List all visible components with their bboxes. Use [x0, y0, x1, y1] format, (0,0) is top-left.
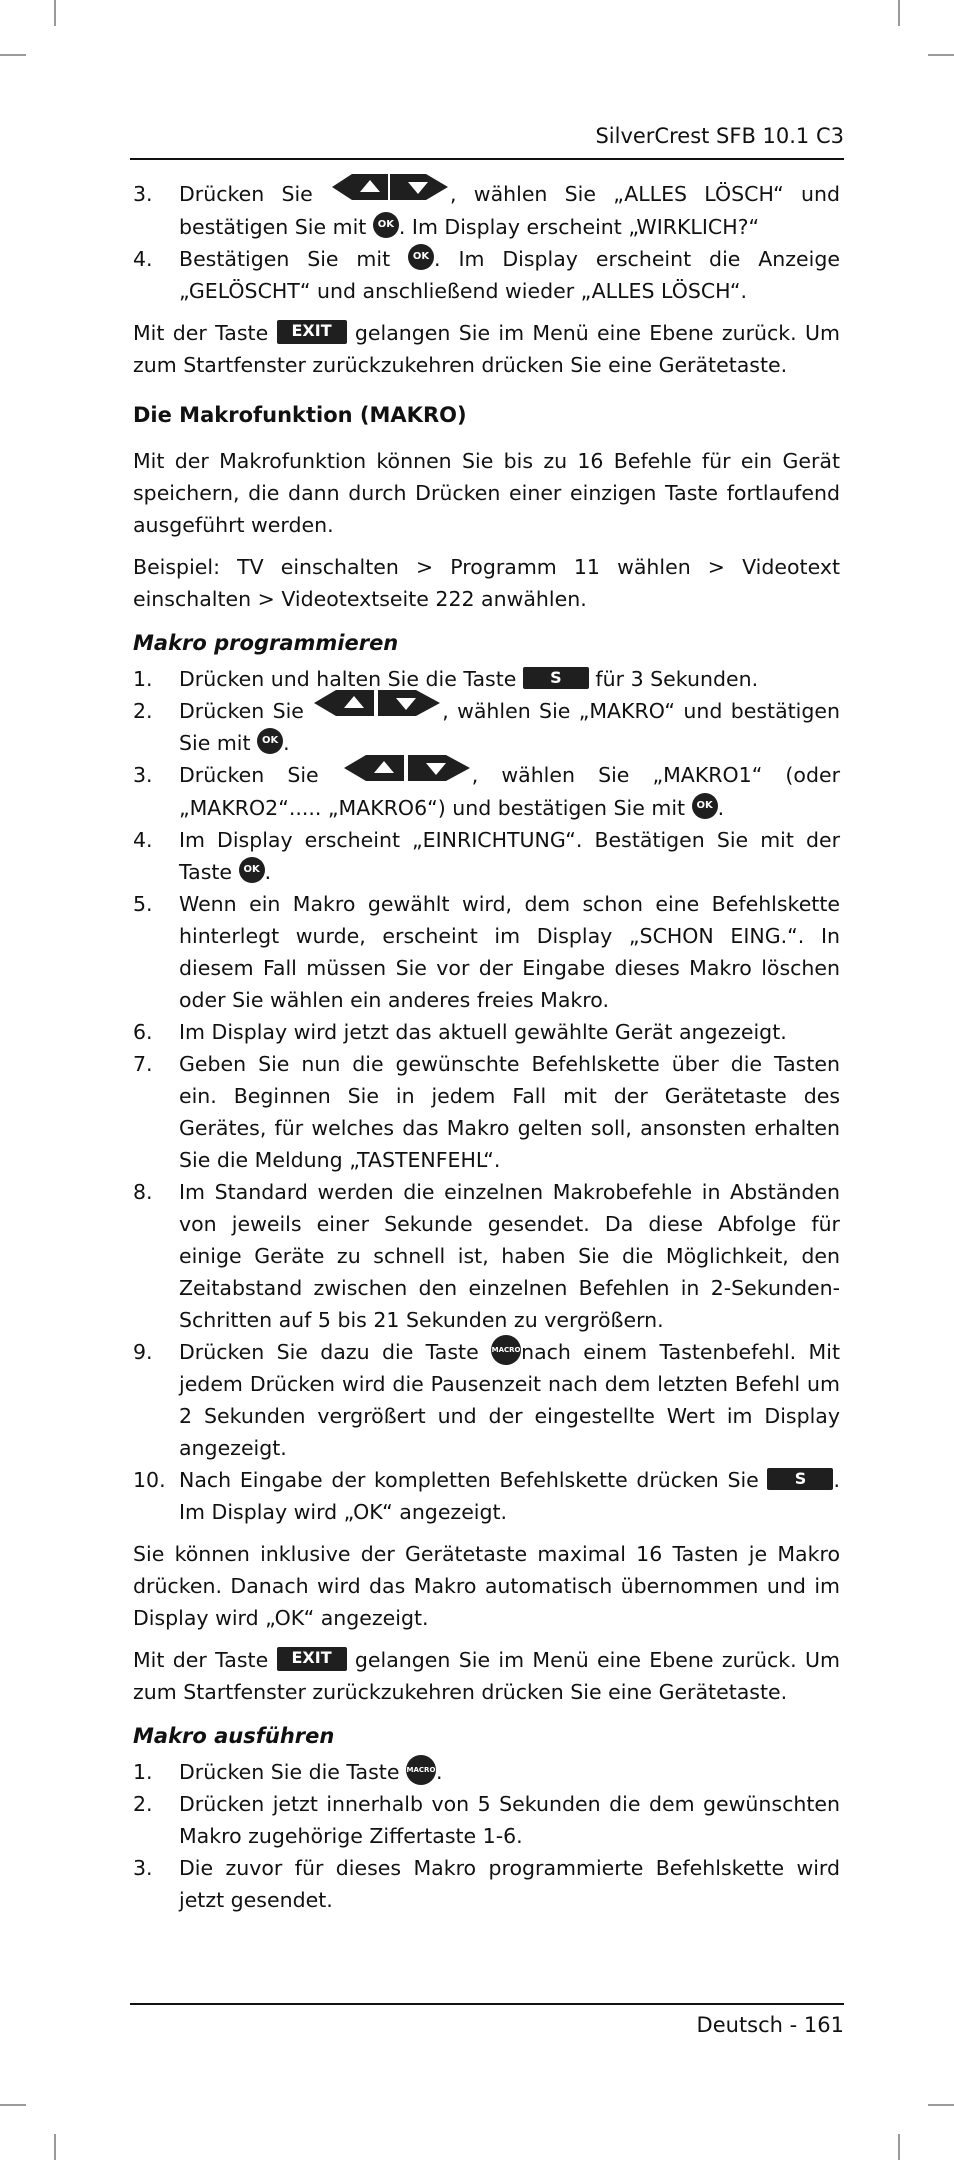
macro-limit-paragraph: Sie können inklusive der Gerätetaste maximal 16 Tasten je Makro drücken. Danach wird das Makro automatisch übernommen und im Display wird „OK“ angezeigt. [133, 1541, 840, 1630]
list-item: 3. Drücken Sie , wählen Sie „ALLES LÖSCH“ und bestätigen Sie mit OK . Im Display erscheint „WIRKLICH?“ [133, 178, 840, 243]
page-number: Deutsch - 161 [696, 2013, 844, 2037]
crop-mark [928, 54, 954, 56]
subsection-title: Makro programmieren [133, 630, 399, 655]
s-button-icon: S [767, 1468, 833, 1490]
ok-button-icon: OK [373, 212, 399, 238]
arrow-keys-icon [312, 688, 442, 727]
crop-mark [898, 2134, 900, 2160]
list-item: 1. Drücken Sie die Taste MACRO. [133, 1756, 840, 1788]
exit-button-icon: EXIT [277, 1647, 347, 1671]
header-title: SilverCrest SFB 10.1 C3 [595, 124, 844, 148]
exit-paragraph: Mit der Taste EXIT gelangen Sie im Menü eine Ebene zurück. Um zum Startfenster zurückzukehren drücken Sie eine Gerätetaste. [133, 1647, 840, 1704]
crop-mark [54, 2134, 56, 2160]
list-item: 9. Drücken Sie dazu die Taste MACROnach einem Tastenbefehl. Mit jedem Drücken wird die Pausenzeit nach dem letzten Befehl um 2 Sekunden vergrößert und der eingestellte Wert im Display angezeigt. [133, 1336, 840, 1464]
macro-button-icon: MACRO [491, 1335, 521, 1365]
list-item: 2. Drücken Sie , wählen Sie „MAKRO“ und bestätigen Sie mit OK . [133, 695, 840, 760]
list-item: 3. Drücken Sie , wählen Sie „MAKRO1“ (oder „MAKRO2“..... „MAKRO6“) und bestätigen Sie mit OK . [133, 759, 840, 824]
page-footer [130, 2003, 844, 2047]
crop-mark [54, 0, 56, 26]
list-item: 3. Die zuvor für dieses Makro programmierte Befehlskette wird jetzt gesendet. [133, 1855, 840, 1912]
exit-button-icon: EXIT [277, 320, 347, 344]
program-steps-list [133, 663, 840, 1528]
exit-paragraph: Mit der Taste EXIT gelangen Sie im Menü eine Ebene zurück. Um zum Startfenster zurückzukehren drücken Sie eine Gerätetaste. [133, 320, 840, 377]
list-item: 10. Nach Eingabe der kompletten Befehlskette drücken Sie S . Im Display wird „OK“ angezeigt. [133, 1467, 840, 1524]
delete-steps-list [133, 178, 840, 307]
list-item: 1. Drücken und halten Sie die Taste S für 3 Sekunden. [133, 666, 759, 691]
arrow-keys-icon [330, 172, 450, 211]
macro-example: Beispiel: TV einschalten > Programm 11 wählen > Videotext einschalten > Videotextseite 222 anwählen. [133, 554, 840, 611]
list-item: 4. Im Display erscheint „EINRICHTUNG“. Bestätigen Sie mit der Taste OK . [133, 827, 840, 884]
subsection-title: Makro ausführen [133, 1723, 335, 1748]
crop-mark [898, 0, 900, 26]
list-item: 8. Im Standard werden die einzelnen Makrobefehle in Abständen von jeweils einer Sekunde gesendet. Da diese Abfolge für einige Geräte zu schnell ist, haben Sie die Möglichkeit, den Zeitabstand zwischen den einzelnen Befehlen in 2-Sekunden-Schritten auf 5 bis 21 Sekunden zu vergrößern. [133, 1179, 840, 1332]
crop-mark [0, 2104, 26, 2106]
ok-button-icon: OK [257, 728, 283, 754]
list-item: 7. Geben Sie nun die gewünschte Befehlskette über die Tasten ein. Beginnen Sie in jedem Fall mit der Gerätetaste des Gerätes, für welches das Makro gelten soll, ansonsten erhalten Sie die Meldung „TASTENFEHL“. [133, 1051, 840, 1172]
crop-mark [928, 2104, 954, 2106]
list-item: 5. Wenn ein Makro gewählt wird, dem schon eine Befehlskette hinterlegt wurde, erscheint im Display „SCHON EING.“. In diesem Fall müssen Sie vor der Eingabe dieses Makro löschen oder Sie wählen ein anderes freies Makro. [133, 891, 840, 1012]
list-item: 4. Bestätigen Sie mit OK . Im Display erscheint die Anzeige „GELÖSCHT“ und anschließend wieder „ALLES LÖSCH“. [133, 243, 840, 307]
ok-button-icon: OK [408, 244, 434, 270]
macro-button-icon: MACRO [406, 1755, 436, 1785]
s-button-icon: S [523, 667, 589, 689]
list-item: 6. Im Display wird jetzt das aktuell gewählte Gerät angezeigt. [133, 1019, 787, 1044]
macro-intro: Mit der Makrofunktion können Sie bis zu 16 Befehle für ein Gerät speichern, die dann durch Drücken einer einzigen Taste fortlaufend ausgeführt werden. [133, 448, 840, 537]
execute-steps-list [133, 1756, 840, 1916]
page-header [130, 124, 844, 160]
crop-mark [0, 54, 26, 56]
section-title: Die Makrofunktion (MAKRO) [133, 402, 467, 427]
ok-button-icon: OK [692, 793, 718, 819]
list-item: 2. Drücken jetzt innerhalb von 5 Sekunden die dem gewünschten Makro zugehörige Ziffertaste 1-6. [133, 1791, 840, 1848]
page-content [133, 178, 840, 1926]
ok-button-icon: OK [239, 857, 265, 883]
arrow-keys-icon [342, 753, 472, 792]
